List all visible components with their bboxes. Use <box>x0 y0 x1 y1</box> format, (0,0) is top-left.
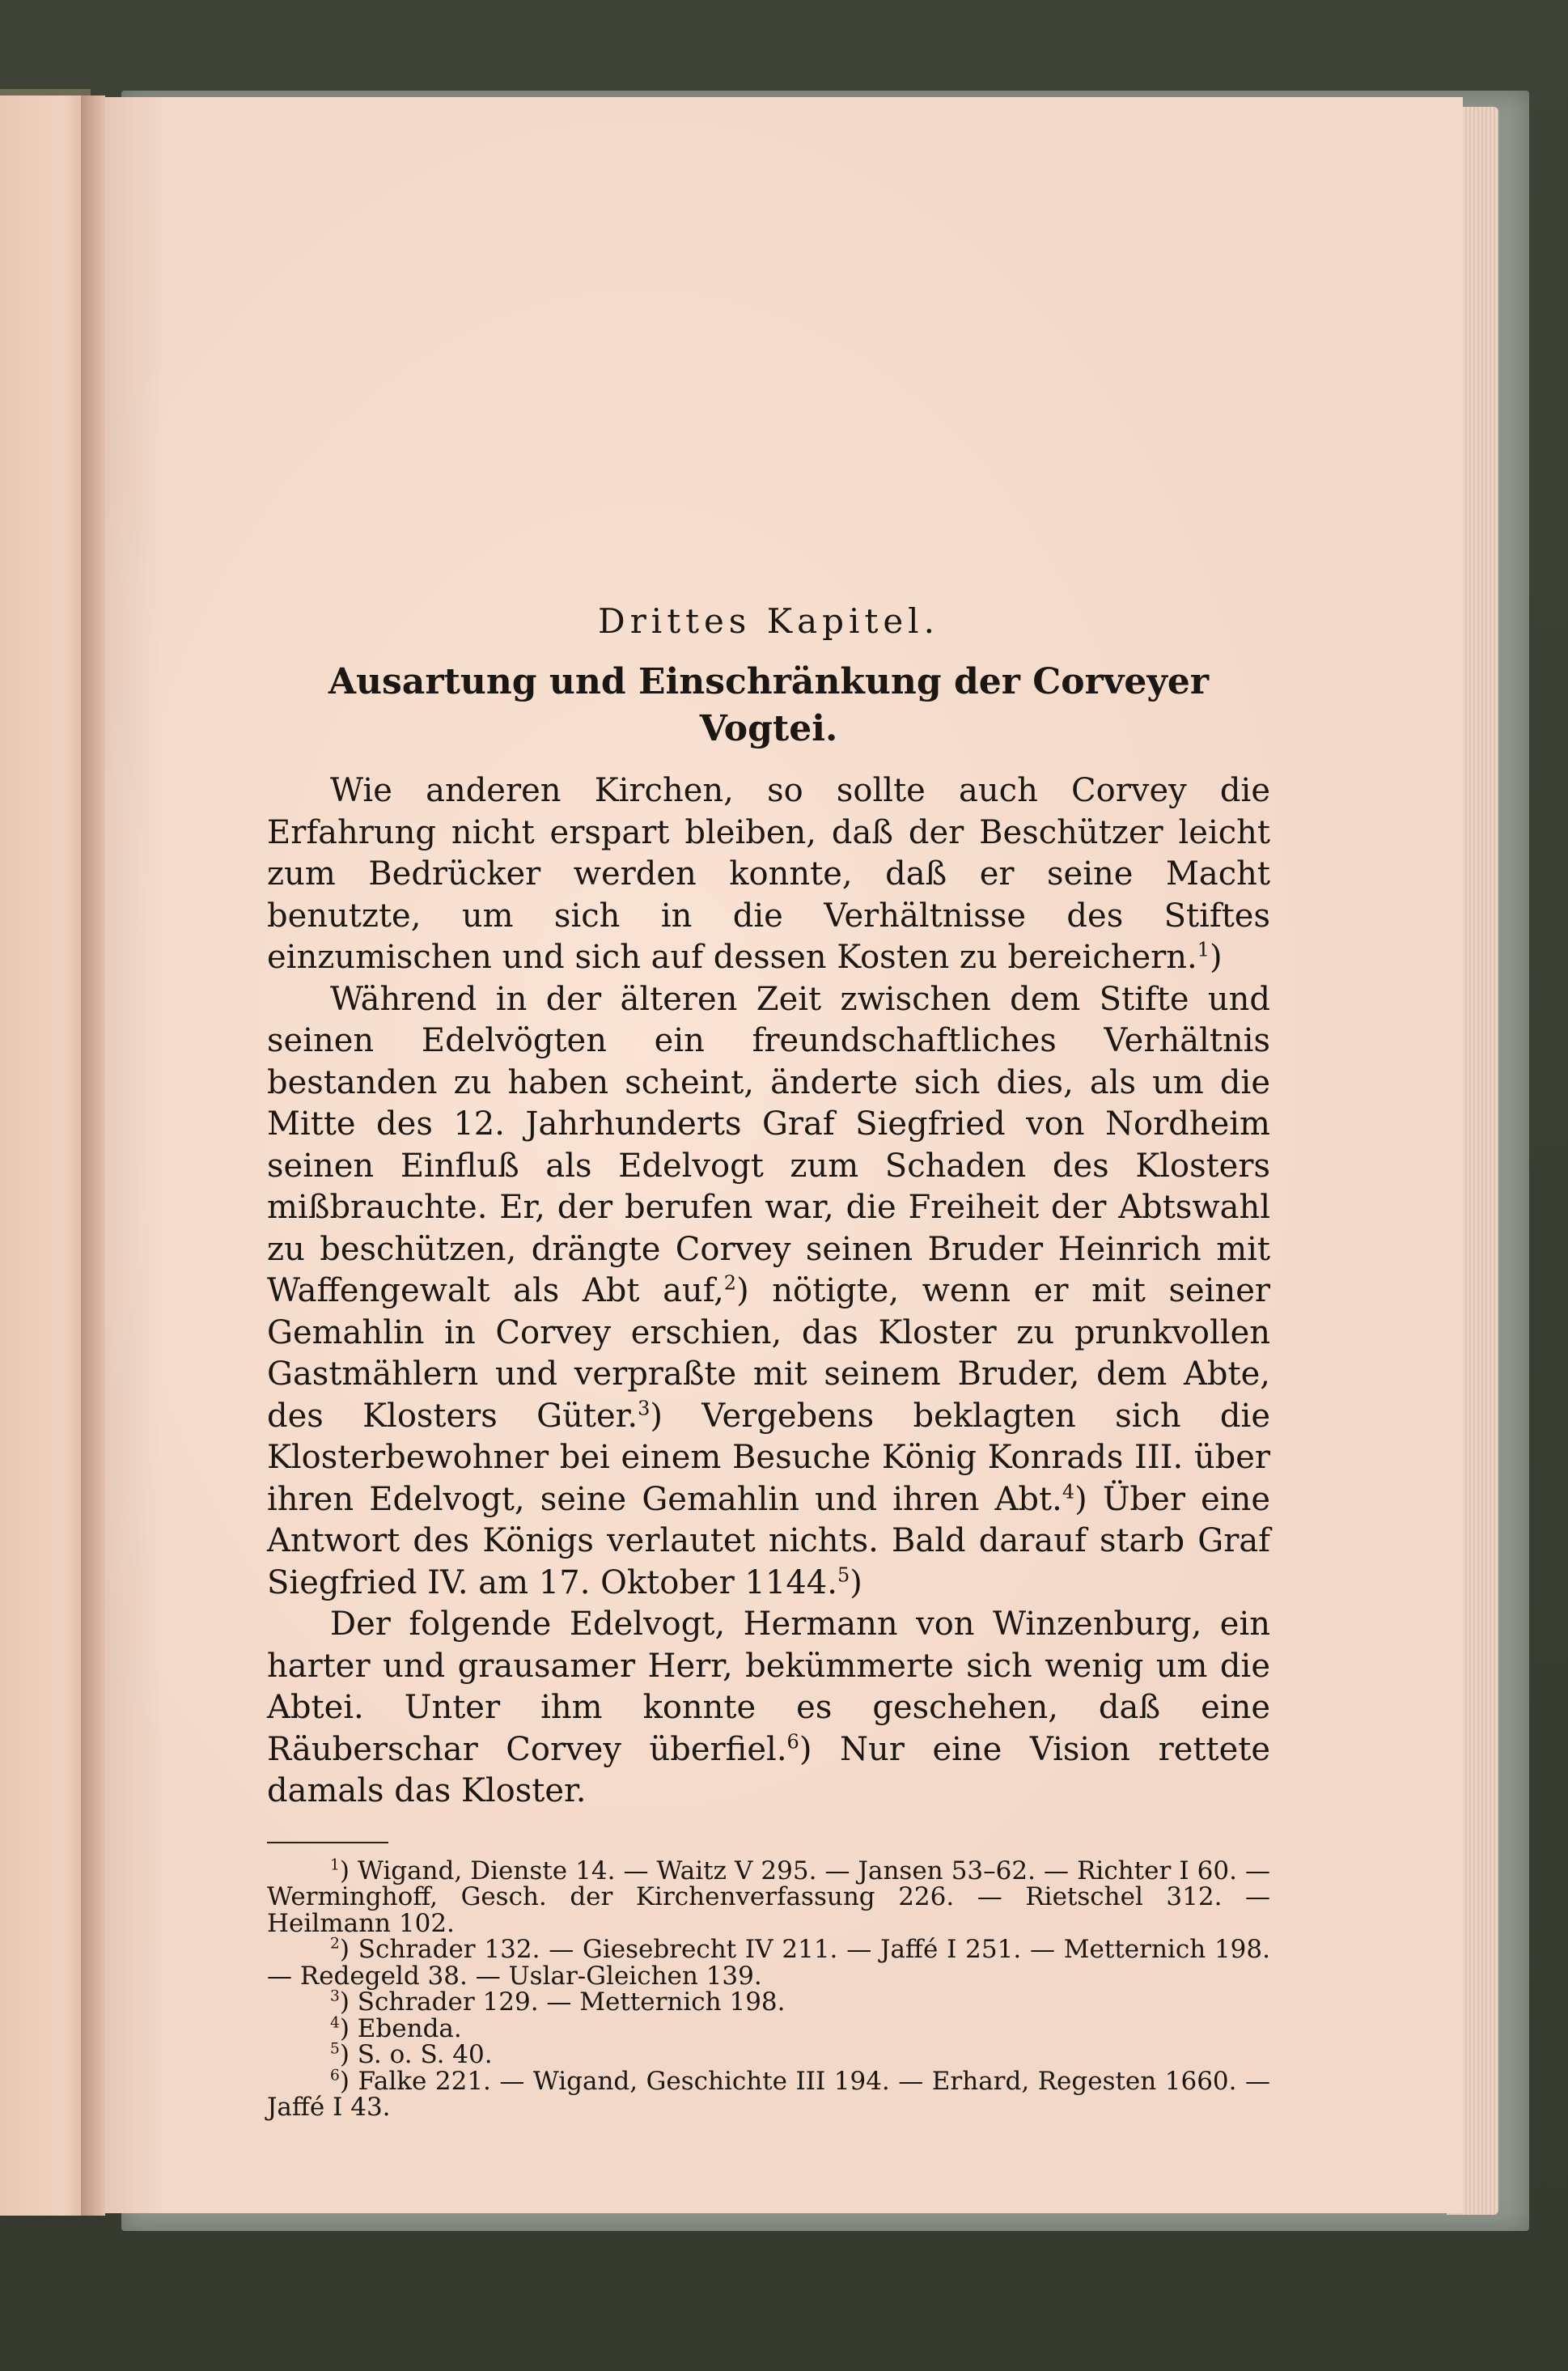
footnote-ref: 1 <box>1197 938 1210 961</box>
footnote-ref: 4 <box>1062 1480 1075 1504</box>
footnote-ref: 6 <box>786 1730 799 1754</box>
footnote: $^4$) Ebenda. <box>330 2013 462 2043</box>
footnote-ref: 3 <box>638 1397 651 1420</box>
left-page-edge <box>0 95 91 2216</box>
paragraph: Während in der älteren Zeit zwischen dem Stifte und seinen Edelvögten ein freundschaftliches Verhältnis bestanden zu haben scheint, änderte sich dies, als um die Mitte des 12. Jahrhunderts Graf Siegfried von Nordheim seinen Einfluß als Edelvogt zum Schaden des Klosters mißbrauchte. Er, der berufen war, die Freiheit der Abtswahl zu beschützen, drängte Corvey seinen Bruder Heinrich mit Waffengewalt als Abt auf,$^2$) nötigte, wenn er mit seiner Gemahlin in Corvey erschien, das Kloster zu prunkvollen Gastmählern und verpraßte mit seinem Bruder, dem Abte, des Klosters Güter.$^3$) Vergebens beklagten sich die Klosterbewohner bei einem Besuche König Konrads III. über ihren Edelvogt, seine Gemahlin und ihren Abt.$^4$) Über eine Antwort des Königs verlautet nichts. Bald darauf starb Graf Siegfried IV. am 17. Oktober 1144.$^5$) <box>267 980 1271 1601</box>
footnote-rule <box>267 1842 388 1843</box>
text-block <box>267 599 1270 2121</box>
paragraph: Der folgende Edelvogt, Hermann von Winzenburg, ein harter und grausamer Herr, bekümmerte sich wenig um die Abtei. Unter ihm konnte es geschehen, daß eine Räuberschar Corvey überfiel.$^6$) Nur eine Vision rettete damals das Kloster. <box>267 1605 1271 1809</box>
footnote-ref: 2 <box>723 1271 737 1295</box>
page-gutter <box>81 95 105 2216</box>
footnotes <box>267 1858 1270 2121</box>
footnote: $^3$) Schrader 129. — Metternich 198. <box>330 1987 786 2017</box>
chapter-label: Drittes Kapitel. <box>598 601 939 641</box>
footnote-ref: 5 <box>837 1563 850 1587</box>
paragraph: Wie anderen Kirchen, so sollte auch Corvey die Erfahrung nicht erspart bleiben, daß der Beschützer leicht zum Bedrücker werden konnte, daß er seine Macht benutzte, um sich in die Verhältnisse des Stiftes einzumischen und sich auf dessen Kosten zu bereichern.$^1$) <box>267 772 1270 976</box>
book-page <box>95 97 1463 2213</box>
footnote: $^2$) Schrader 132. — Giesebrecht IV 211. — Jaffé I 251. — Metternich 198. — Redegeld 38. — Uslar-Gleichen 139. <box>267 1935 1270 1991</box>
chapter-title: Ausartung und Einschränkung der Corveyer Vogtei. <box>328 661 1210 749</box>
footnote: $^5$) S. o. S. 40. <box>330 2040 493 2069</box>
footnote: $^6$) Falke 221. — Wigand, Geschichte III 194. — Erhard, Regesten 1660. — Jaffé I 43. <box>267 2066 1270 2122</box>
footnote: $^1$) Wigand, Dienste 14. — Waitz V 295. — Jansen 53–62. — Richter I 60. — Werminghoff, Gesch. der Kirchenverfassung 226. — Rietschel 312. — Heilmann 102. <box>267 1856 1270 1938</box>
